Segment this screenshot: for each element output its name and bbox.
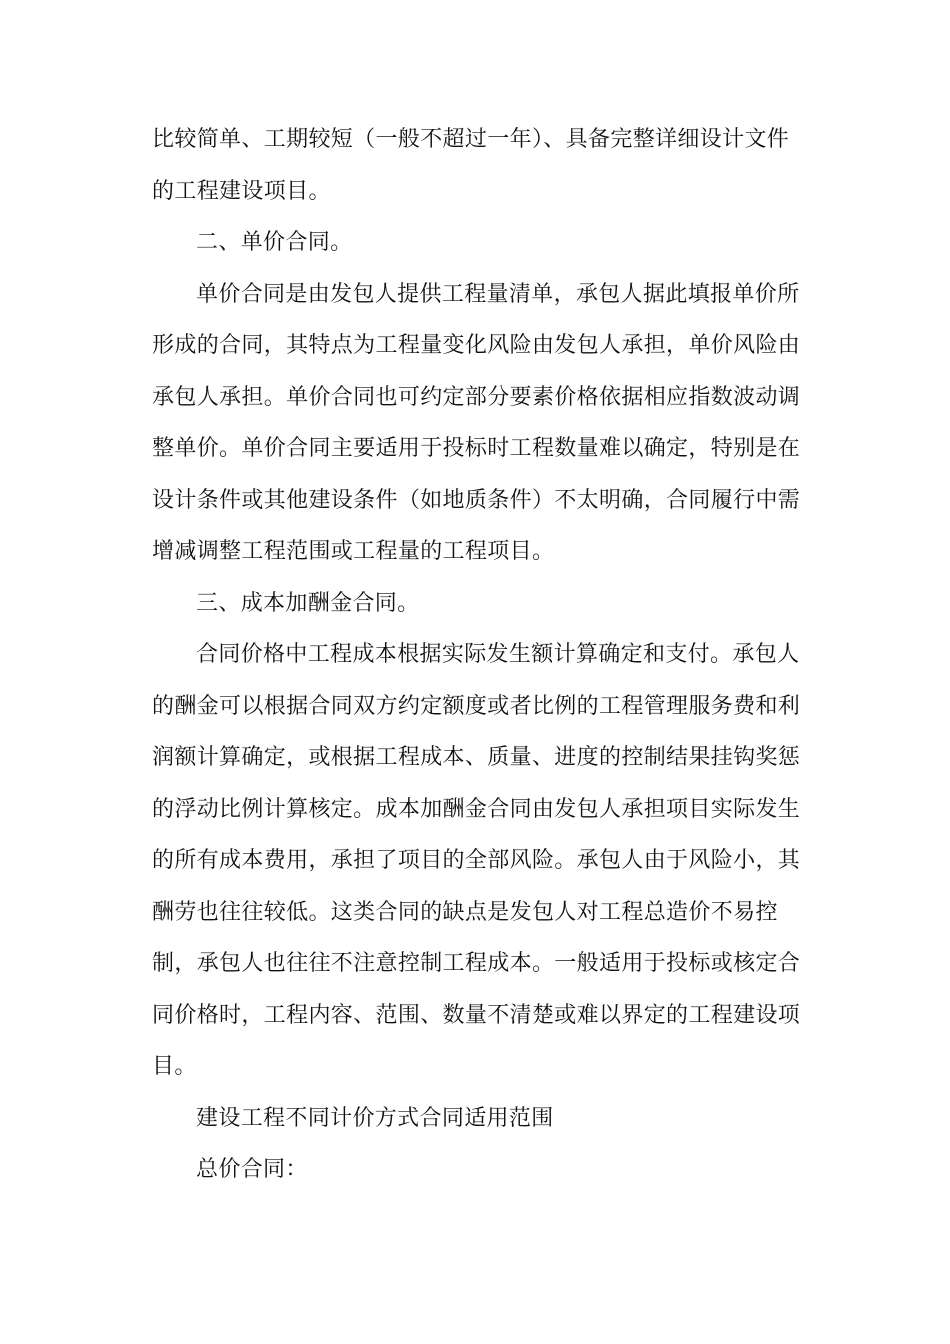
text-line: 的浮动比例计算核定。成本加酬金合同由发包人承担项目实际发生	[152, 796, 801, 822]
text-line: 的所有成本费用，承担了项目的全部风险。承包人由于风险小，其	[152, 848, 801, 873]
text-line: 合同价格中工程成本根据实际发生额计算确定和支付。承包人	[196, 642, 800, 667]
text-line: 制，承包人也往往不注意控制工程成本。一般适用于投标或核定合	[152, 951, 801, 976]
text-line: 的工程建设项目。	[152, 178, 331, 204]
text-line: 目。	[152, 1054, 197, 1079]
text-line: 单价合同是由发包人提供工程量清单，承包人据此填报单价所	[196, 281, 800, 307]
section-heading: 总价合同：	[196, 1157, 308, 1182]
text-line: 的酬金可以根据合同双方约定额度或者比例的工程管理服务费和利	[152, 693, 801, 719]
text-line: 同价格时，工程内容、范围、数量不清楚或难以界定的工程建设项	[152, 1002, 801, 1028]
section-heading: 建设工程不同计价方式合同适用范围	[196, 1105, 554, 1131]
section-heading: 二、单价合同。	[196, 230, 353, 255]
document-body	[152, 114, 800, 1196]
text-line: 润额计算确定，或根据工程成本、质量、进度的控制结果挂钩奖惩	[152, 745, 801, 770]
text-line: 酬劳也往往较低。这类合同的缺点是发包人对工程总造价不易控	[152, 899, 778, 925]
text-line: 比较简单、工期较短（一般不超过一年）、具备完整详细设计文件	[152, 127, 790, 152]
text-line: 增减调整工程范围或工程量的工程项目。	[152, 539, 555, 564]
text-line: 设计条件或其他建设条件（如地质条件）不太明确，合同履行中需	[152, 487, 801, 513]
section-heading: 三、成本加酬金合同。	[196, 590, 420, 616]
text-line: 承包人承担。单价合同也可约定部分要素价格依据相应指数波动调	[152, 384, 801, 410]
text-line: 整单价。单价合同主要适用于投标时工程数量难以确定，特别是在	[152, 436, 801, 461]
text-line: 形成的合同，其特点为工程量变化风险由发包人承担，单价风险由	[152, 333, 801, 358]
